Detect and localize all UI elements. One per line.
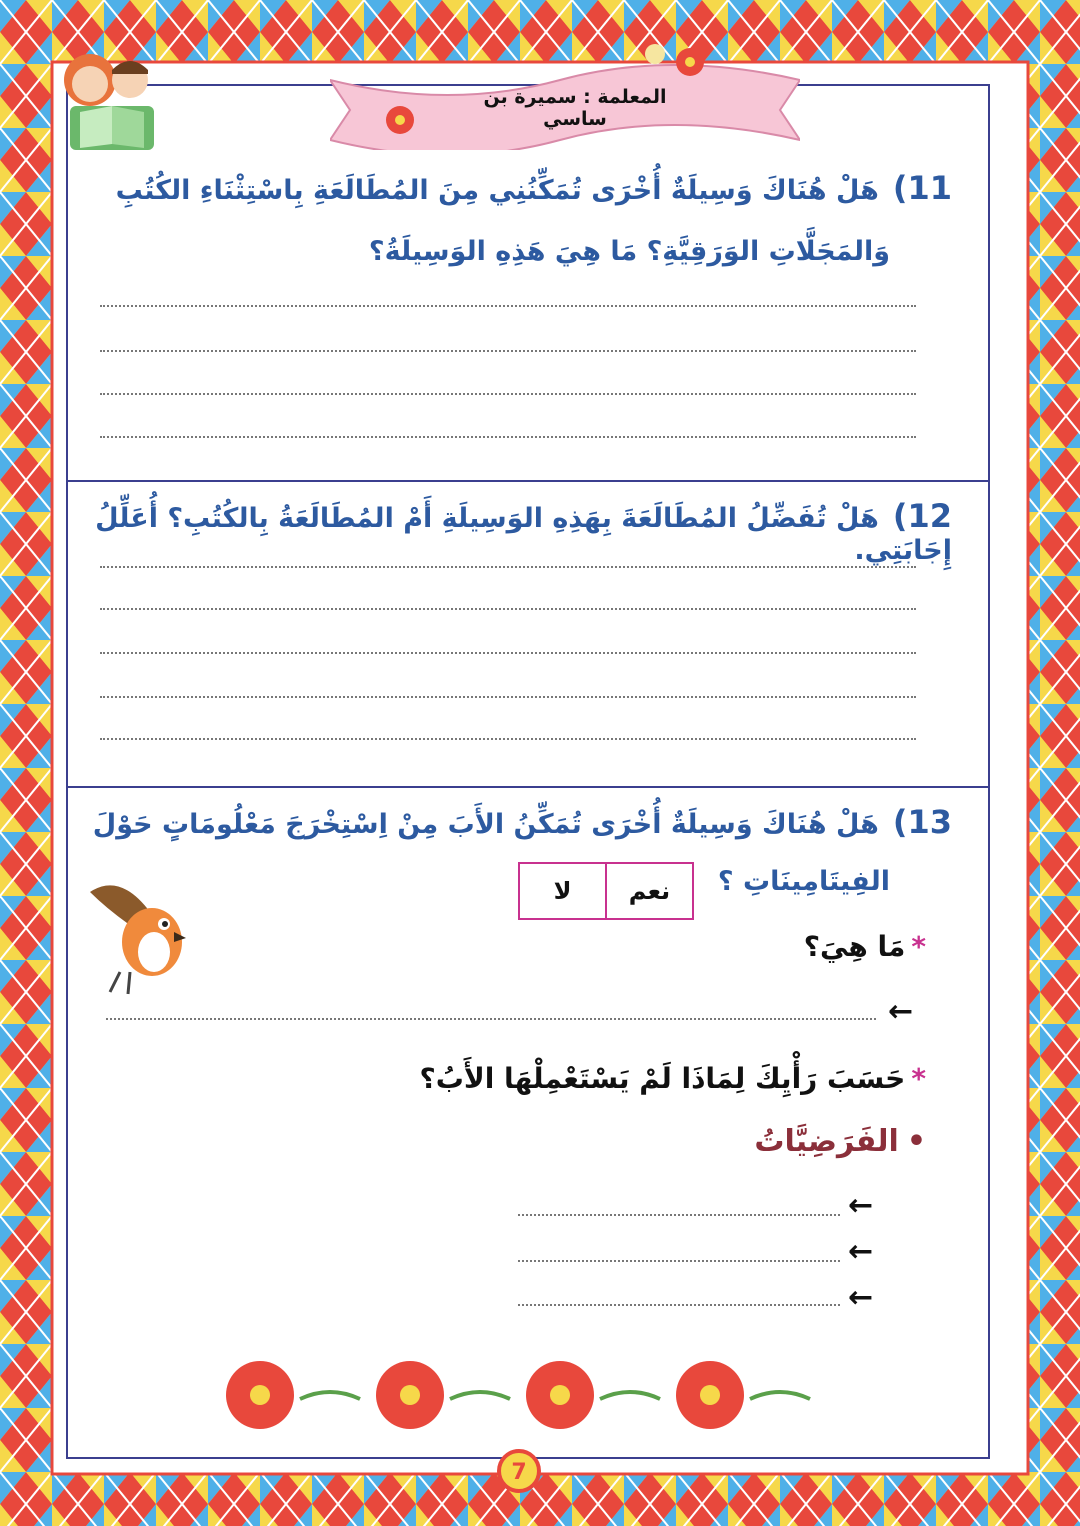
answer-line[interactable] (100, 350, 916, 352)
answer-line[interactable] (100, 436, 916, 438)
question-13-line-2 (690, 866, 890, 897)
opinion-question (419, 1062, 926, 1095)
flower-icon (526, 1361, 594, 1429)
flower-icon (676, 1361, 744, 1429)
hypothesis-answer-line[interactable] (518, 1260, 840, 1262)
arrow-left-icon: ← (888, 994, 914, 1029)
answer-line[interactable] (100, 696, 916, 698)
star-bullet: * (911, 930, 926, 963)
answer-line[interactable] (100, 652, 916, 654)
question-11-line-1 (102, 170, 952, 207)
question-13-text-2: الفِيتَامِينَاتِ ؟ (717, 866, 890, 897)
answer-line[interactable] (100, 305, 916, 307)
question-12-line-1 (92, 498, 952, 566)
answer-line[interactable] (100, 738, 916, 740)
flowers-decoration (220, 1355, 860, 1435)
yes-no-box (518, 862, 694, 920)
question-13-number: 13) (892, 803, 952, 841)
question-12-text-1: هَلْ تُفَضِّلُ المُطَالَعَةَ بِهَذِهِ الوَسِيلَةِ أَمْ المُطَالَعَةُ بِالكُتُبِ؟ أُعَلِّلُ إِجَابَتِي. (95, 503, 952, 566)
what-is-it-question (804, 930, 926, 963)
what-is-it-text: مَا هِيَ؟ (803, 930, 906, 963)
question-12-number: 12) (892, 497, 952, 535)
flower-icon (376, 1361, 444, 1429)
opinion-text: حَسَبَ رَأْيِكَ لِمَاذَا لَمْ يَسْتَعْمِلْهَا الأَبُ؟ (419, 1062, 906, 1095)
arrow-left-icon: ← (848, 1188, 874, 1223)
answer-line[interactable] (100, 566, 916, 568)
answer-line[interactable] (100, 608, 916, 610)
teacher-name: المعلمة : سميرة بن ساسي (483, 86, 667, 130)
answer-line[interactable] (100, 393, 916, 395)
yes-option[interactable]: نعم (605, 864, 692, 918)
bird-illustration (80, 872, 200, 1002)
question-13-line-1 (92, 804, 952, 841)
question-13-text-1: هَلْ هُنَاكَ وَسِيلَةٌ أُخْرَى تُمَكِّنُ الأَبَ مِنْ اِسْتِخْرَجَ مَعْلُومَاتٍ حَوْلَ (92, 809, 879, 840)
no-option[interactable]: لا (553, 877, 572, 905)
page-number: 7 (511, 1460, 527, 1485)
answer-line[interactable] (106, 1018, 876, 1020)
question-11-text-1: هَلْ هُنَاكَ وَسِيلَةٌ أُخْرَى تُمَكِّنُنِي مِنَ المُطَالَعَةِ بِاسْتِثْنَاءِ الكُتُبِ (115, 175, 879, 206)
arrow-left-icon: ← (848, 1280, 874, 1315)
hypothesis-answer-line[interactable] (518, 1214, 840, 1216)
page-number-badge (496, 1448, 542, 1494)
flower-icon (226, 1361, 294, 1429)
hypotheses-heading (754, 1124, 926, 1159)
question-11-number: 11) (892, 169, 952, 207)
question-11-text-2: وَالمَجَلَّاتِ الوَرَقِيَّةِ؟ مَا هِيَ هَذِهِ الوَسِيلَةُ؟ (368, 236, 890, 267)
hypothesis-answer-line[interactable] (518, 1304, 840, 1306)
question-11-line-2 (130, 236, 890, 267)
star-bullet: * (911, 1062, 926, 1095)
kids-reading-illustration (50, 40, 170, 160)
dot-bullet: • (906, 1124, 926, 1159)
hypotheses-text: الفَرَضِيَّاتُ (754, 1124, 899, 1159)
arrow-left-icon: ← (848, 1234, 874, 1269)
